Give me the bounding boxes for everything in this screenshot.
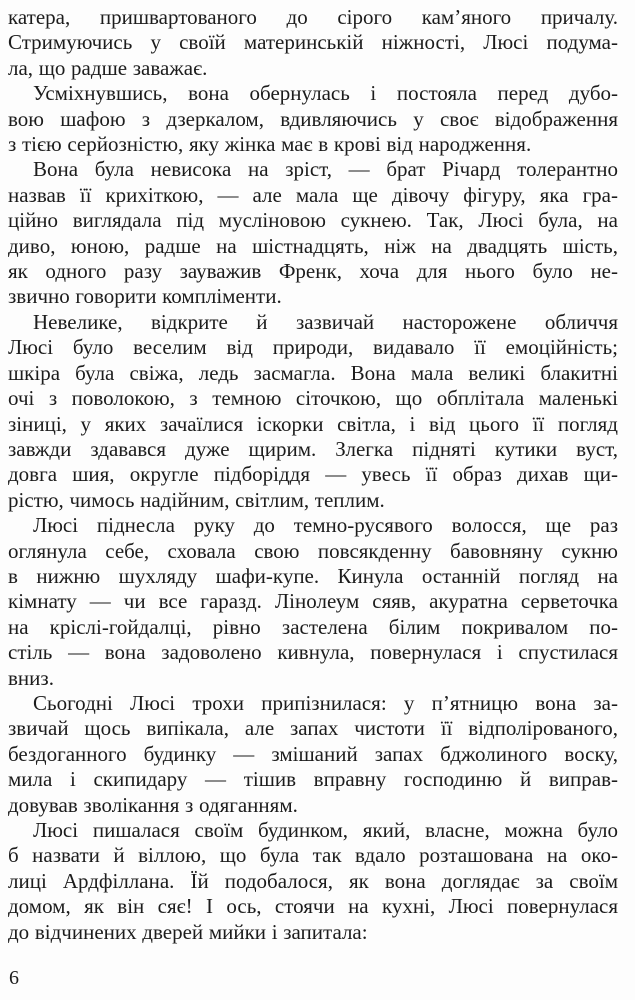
text-line: звичай щось випікала, але запах чистоти її відполірованого, (8, 716, 618, 741)
text-line: домом, як він сяє! І ось, стоячи на кухні, Люсі повернулася (8, 894, 618, 919)
text-line: вою шафою з дзеркалом, вдивляючись у своє відображення (8, 106, 618, 131)
text-line: б назвати й віллою, що була так вдало розташована на око- (8, 843, 618, 868)
text-line: як одного разу зауважив Френк, хоча для нього було не- (8, 259, 618, 284)
text-line: кімнату — чи все гаразд. Лінолеум сяяв, акуратна серветочка (8, 589, 618, 614)
text-line: назвав її крихіткою, — але мала ще дівочу фігуру, яка гра- (8, 182, 618, 207)
paragraph (8, 818, 618, 945)
text-line: звично говорити компліменти. (8, 284, 282, 309)
text-line: стіль — вона задоволено кивнула, повернулася і спустилася (8, 640, 618, 665)
text-line: Люсі було веселим від природи, видавало її емоційність; (8, 335, 618, 360)
text-line: Усміхнувшись, вона обернулась і постояла перед дубо- (33, 81, 618, 106)
text-line: ційно виглядала під мусліновою сукнею. Так, Люсі була, на (8, 208, 618, 233)
text-line: в нижню шухляду шафи-купе. Кинула останній погляд на (8, 563, 618, 588)
paragraph (8, 81, 618, 157)
text-line: зіниці, у яких зачаїлися іскорки світла, і від цього її погляд (8, 411, 618, 436)
paragraph (8, 691, 618, 818)
page-text (8, 5, 618, 945)
text-line: оглянула себе, сховала свою повсякденну бавовняну сукню (8, 538, 618, 563)
text-line: Невелике, відкрите й зазвичай насторожене обличчя (33, 309, 618, 334)
text-line: завжди здавався дуже щирим. Злегка підняті кутики вуст, (8, 436, 618, 461)
text-line: ла, що радше заважає. (8, 55, 208, 80)
text-line: довга шия, округле підборіддя — увесь її образ дихав щи- (8, 462, 618, 487)
paragraph (8, 157, 618, 309)
paragraph (8, 5, 618, 81)
text-line: бездоганного будинку — змішаний запах бджолиного воску, (8, 741, 618, 766)
text-line: на кріслі-гойдалці, рівно застелена білим покривалом по- (8, 614, 618, 639)
text-line: з тією серйозністю, яку жінка має в крові від народження. (8, 132, 532, 157)
text-line: вниз. (8, 665, 54, 690)
text-line: катера, пришвартованого до сірого кам’яного причалу. (8, 5, 618, 29)
text-line: довував зволікання з одяганням. (8, 792, 298, 817)
text-line: шкіра була свіжа, ледь засмагла. Вона мала великі блакитні (8, 360, 618, 385)
text-line: до відчинених дверей мийки і запитала: (8, 919, 368, 944)
paragraph (8, 513, 618, 691)
page-number: 6 (9, 967, 19, 990)
text-line: рістю, чимось надійним, світлим, теплим. (8, 487, 385, 512)
text-line: очі з поволокою, з темною сіточкою, що обплітала маленькі (8, 386, 618, 411)
text-line: диво, юною, радше на шістнадцять, ніж на двадцять шість, (8, 233, 618, 258)
text-line: Люсі пишалася своїм будинком, який, власне, можна було (33, 818, 618, 842)
text-line: Стримуючись у своїй материнській ніжності, Люсі подума- (8, 30, 618, 55)
paragraph (8, 310, 618, 513)
text-line: Люсі піднесла руку до темно-русявого волосся, ще раз (33, 513, 618, 538)
text-line: лиці Ардфіллана. Їй подобалося, як вона доглядає за своїм (8, 868, 618, 893)
text-line: мила і скипидару — тішив вправну господиню й виправ- (8, 767, 618, 792)
text-line: Сьогодні Люсі трохи припізнилася: у п’ятницю вона за- (33, 690, 618, 715)
text-line: Вона була невисока на зріст, — брат Річард толерантно (33, 157, 618, 182)
